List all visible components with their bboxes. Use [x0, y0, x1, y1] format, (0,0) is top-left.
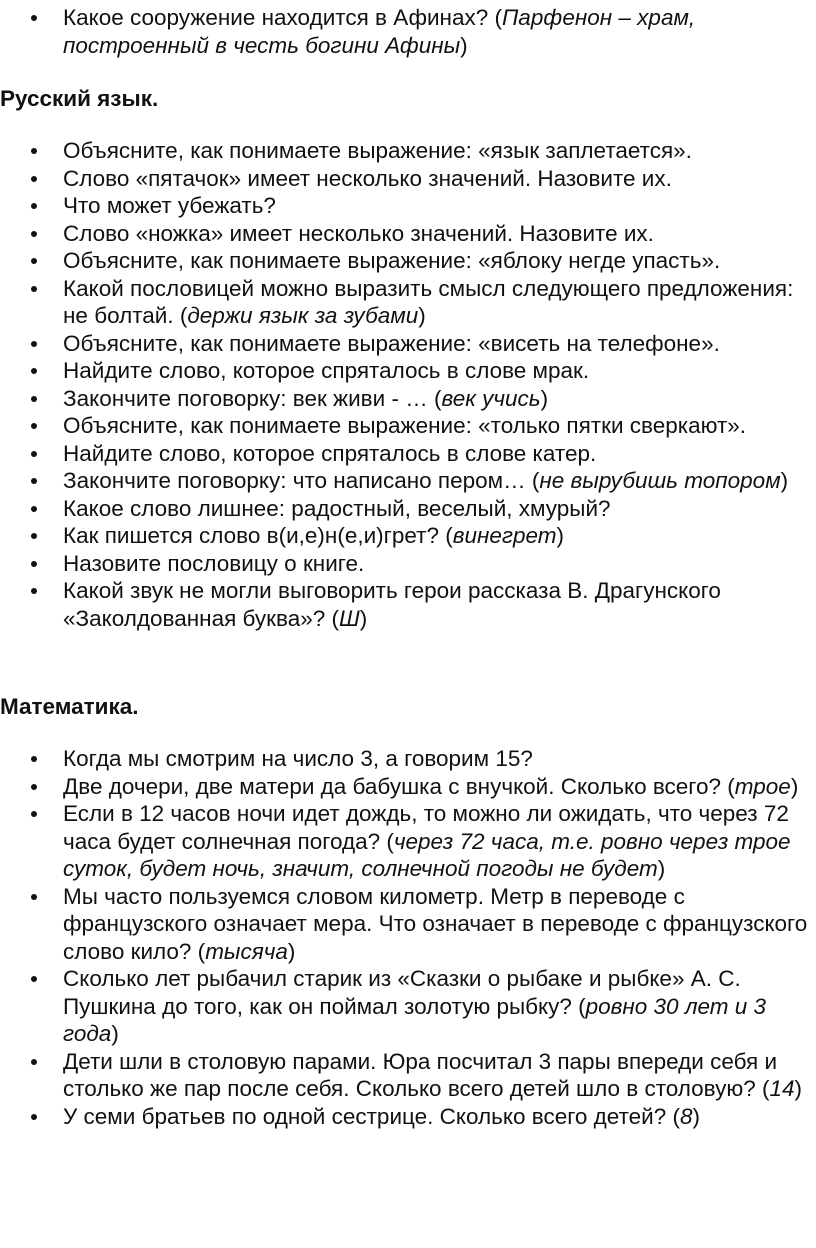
- list-item: Закончите поговорку: век живи - … (век учись): [0, 385, 816, 413]
- list-item: Какой пословицей можно выразить смысл следующего предложения: не болтай. (держи язык за зубами): [0, 275, 816, 330]
- list-item: Какое сооружение находится в Афинах? (Парфенон – храм, построенный в честь богини Афины): [0, 4, 816, 59]
- list-item: Мы часто пользуемся словом километр. Метр в переводе с французского означает мера. Что означает в переводе с французского слово кило? (тысяча): [0, 883, 816, 966]
- list-item: Как пишется слово в(и,е)н(е,и)грет? (винегрет): [0, 522, 816, 550]
- list-item: Какое слово лишнее: радостный, веселый, хмурый?: [0, 495, 816, 523]
- section-heading-math: Математика.: [0, 694, 139, 719]
- list-item: Что может убежать?: [0, 192, 816, 220]
- list-item: Назовите пословицу о книге.: [0, 550, 816, 578]
- list-item: Закончите поговорку: что написано пером… (не вырубишь топором): [0, 467, 816, 495]
- list-item: Если в 12 часов ночи идет дождь, то можно ли ожидать, что через 72 часа будет солнечная погода? (через 72 часа, т.е. ровно через трое суток, будет ночь, значит, солнечной погоды не будет): [0, 800, 816, 883]
- list-item: Сколько лет рыбачил старик из «Сказки о рыбаке и рыбке» А. С. Пушкина до того, как он поймал золотую рыбку? (ровно 30 лет и 3 года): [0, 965, 816, 1048]
- russian-question-list: [0, 137, 816, 632]
- list-item: У семи братьев по одной сестрице. Сколько всего детей? (8): [0, 1103, 816, 1131]
- list-item: Объясните, как понимаете выражение: «висеть на телефоне».: [0, 330, 816, 358]
- section-heading-russian: Русский язык.: [0, 86, 159, 111]
- list-item: Объясните, как понимаете выражение: «язык заплетается».: [0, 137, 816, 165]
- question-text: Какое сооружение находится в Афинах? (: [63, 5, 502, 30]
- list-item: Слово «пятачок» имеет несколько значений. Назовите их.: [0, 165, 816, 193]
- top-question-list: [0, 4, 816, 59]
- list-item: Найдите слово, которое спряталось в слове катер.: [0, 440, 816, 468]
- list-item: Объясните, как понимаете выражение: «только пятки сверкают».: [0, 412, 816, 440]
- list-item: Объясните, как понимаете выражение: «яблоку негде упасть».: [0, 247, 816, 275]
- list-item: Когда мы смотрим на число 3, а говорим 15?: [0, 745, 816, 773]
- list-item: Слово «ножка» имеет несколько значений. Назовите их.: [0, 220, 816, 248]
- list-item: Дети шли в столовую парами. Юра посчитал 3 пары впереди себя и столько же пар после себя. Сколько всего детей шло в столовую? (14): [0, 1048, 816, 1103]
- list-item: Какой звук не могли выговорить герои рассказа В. Драгунского «Заколдованная буква»? (Ш): [0, 577, 816, 632]
- math-question-list: [0, 745, 816, 1130]
- list-item: Две дочери, две матери да бабушка с внучкой. Сколько всего? (трое): [0, 773, 816, 801]
- answer-text: Парфенон – храм, построенный в честь богини Афины: [63, 5, 696, 58]
- list-item: Найдите слово, которое спряталось в слове мрак.: [0, 357, 816, 385]
